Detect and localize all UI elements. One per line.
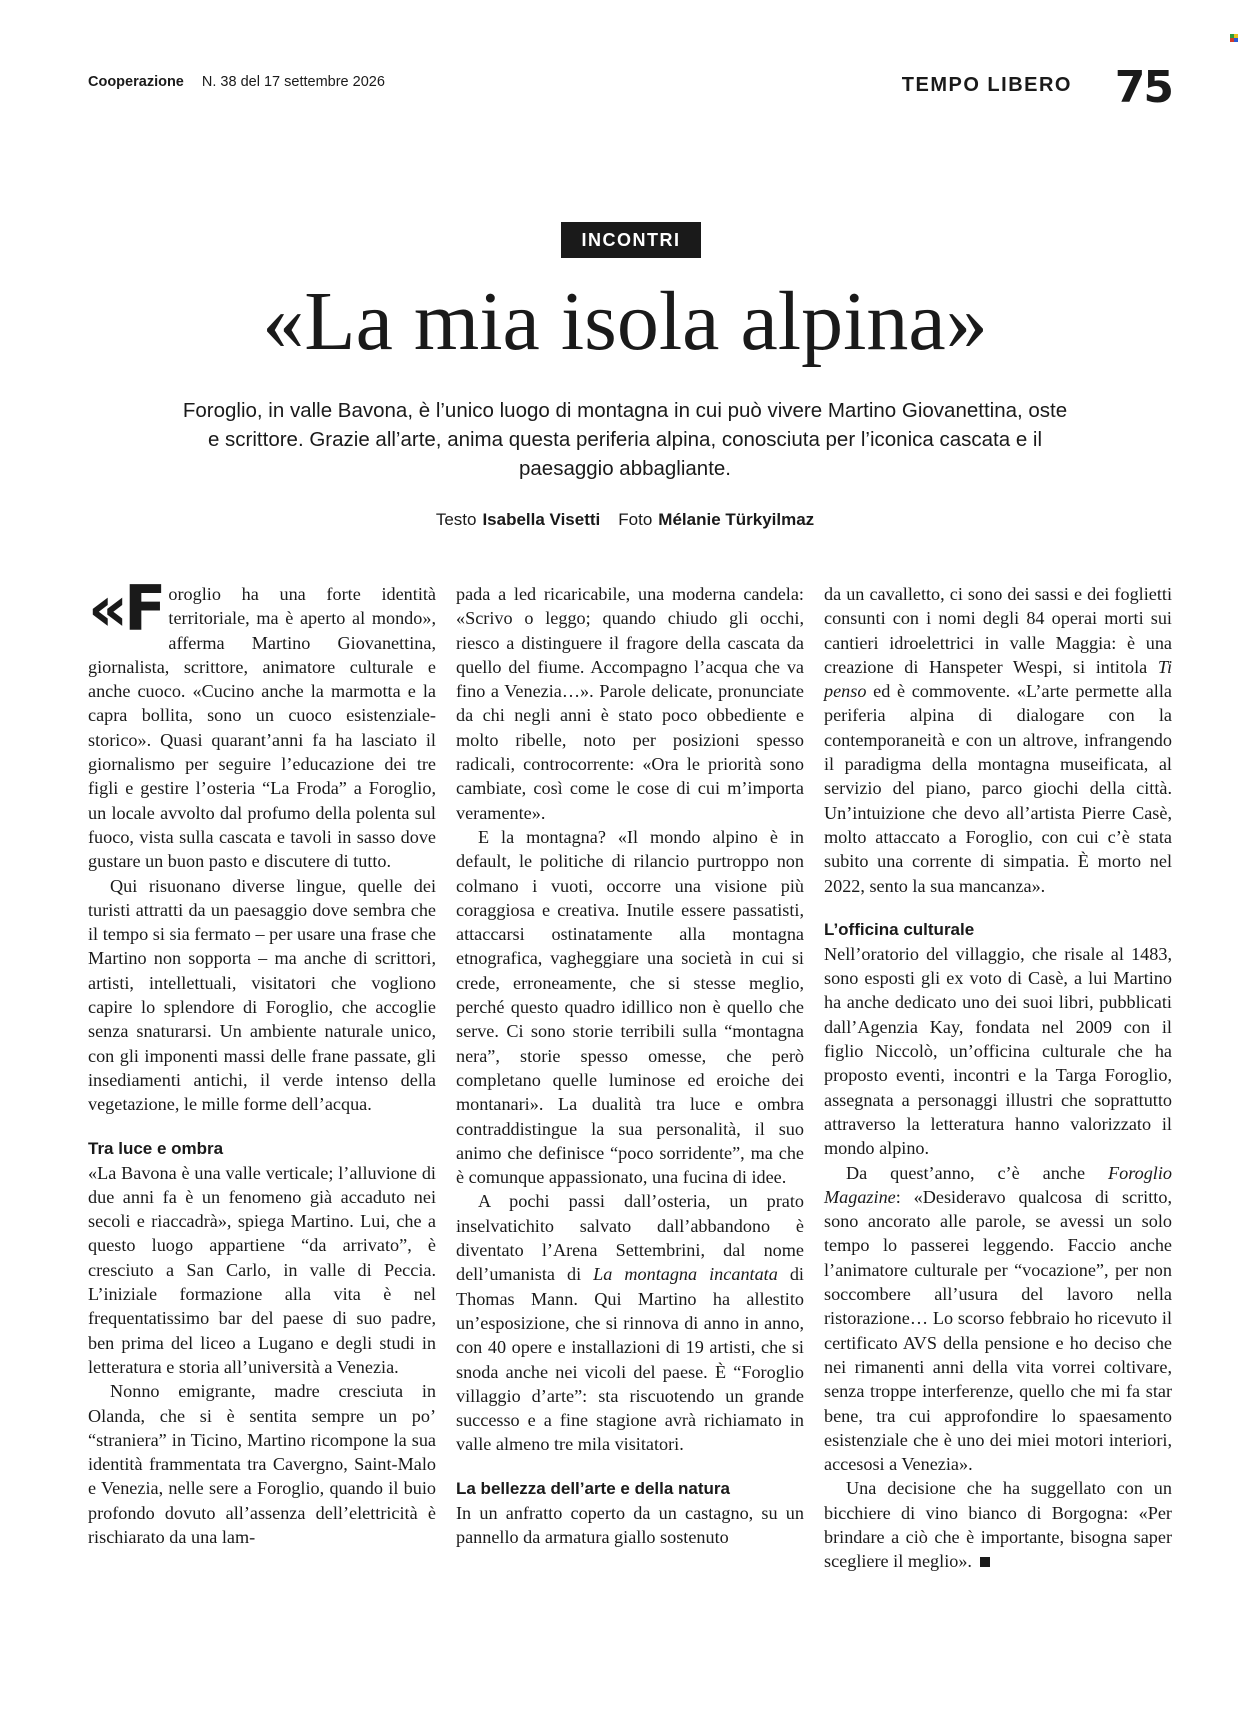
- paragraph: Nell’oratorio del villaggio, che risale al 1483, sono esposti gli ex voto di Casè, a lui Martino ha anche dedicato uno dei suoi libri, pubblicati dall’Agenzia Kay, fondata nel 2009 con il figlio Niccolò, un’officina culturale che ha proposto eventi, incontri e la Targa Foroglio, assegnata a personaggi illustri che soprattutto attraverso la letteratura hanno valorizzato il mondo alpino.: [824, 943, 1172, 1159]
- paragraph: pada a led ricaricabile, una moderna candela: «Scrivo o leggo; quando chiudo gli occhi, riesco a distinguere il fragore della cascata da quello del fiume. Accompagno l’acqua che va fino a Venezia…». Parole delicate, pronunciate da chi negli anni è stato poco obbediente e molto ribelle, noto per posizioni spesso radicali, controcorrente: «Ora le priorità sono cambiate, così come le cose di cui m’importa veramente».: [456, 584, 804, 823]
- book-title: La montagna incantata: [593, 1264, 778, 1285]
- text-credit-label: Testo: [435, 510, 477, 529]
- paragraph: [456, 1189, 804, 1456]
- photo-author: Mélanie Türkyilmaz: [658, 510, 815, 529]
- drop-cap: «F: [88, 572, 163, 645]
- headline: «La mia isola alpina»: [262, 275, 988, 368]
- paragraph-text: : «Desideravo qualcosa di scritto, sono ancorato alle parole, se avessi un solo tempo lo passerei leggendo. Faccio anche l’animatore culturale per “vocazione”, per non soccombere all’usura del lavoro nella ristorazione… Lo scorso febbraio ho ricevuto il certificato AVS della pensione e ho deciso che nei rimanenti anni della vita vorrei coltivare, senza troppe interferenze, quello che mi fa star bene, tra cui approfondire lo spaesamento esistenziale che è uno dei miei motori interiori, accesosi a Venezia».: [824, 1186, 1172, 1475]
- byline: [0, 510, 1250, 530]
- paragraph-text: da un cavalletto, ci sono dei sassi e dei foglietti consunti con i nomi degli 84 operai morti sui cantieri idroelettrici in valle Maggia: è una creazione di Hanspeter Wespi, si intitola: [824, 584, 1172, 677]
- paragraph: Qui risuonano diverse lingue, quelle dei turisti attratti da un paesaggio dove sembra che il tempo si sia fermato – per usare una frase che Martino non sopporta – ma anche di scrittori, artisti, intellettuali, visitatori che vogliono capire lo splendore di Foroglio, che accoglie senza snaturarsi. Un ambiente naturale unico, con gli imponenti massi delle frane passate, gli insediamenti antichi, il verde intenso della vegetazione, le mille forme dell’acqua.: [88, 875, 436, 1115]
- subhead-officina-culturale: L’officina culturale: [824, 919, 975, 939]
- rubric-badge: INCONTRI: [561, 222, 701, 258]
- print-registration-icon: [1230, 34, 1238, 42]
- page-number: 75: [1114, 62, 1172, 113]
- article-column-1: [88, 572, 436, 1549]
- paragraph: [824, 1476, 1172, 1573]
- magazine-title: Foroglio Magazine: [824, 1162, 1172, 1207]
- paragraph: E la montagna? «Il mondo alpino è in default, le politiche di rilancio purtroppo non colmano i vuoti, occorre una visione più coraggiosa e creativa. Inutile essere passatisti, attaccarsi ostinatamente alla montagna etnografica, vagheggiare una società in cui si crede, erroneamente, che si stesse meglio, perché questo quadro idillico non è quello che serve. Ci sono storie terribili sulla “montagna nera”, storie spesso omesse, che però completano quelle luminose ed eroiche dei montanari». La dualità tra luce e ombra contraddistingue la sua personalità, il suo animo che definisce “poco sorridente”, ma che è comunque appassionato, una fucina di idee.: [456, 826, 804, 1188]
- photo-credit-label: Foto: [618, 510, 653, 529]
- paragraph-text: ed è commovente. «L’arte permette alla periferia alpina di dialogare con la contemporaneità e con un altrove, infrangendo il paradigma della montagna museificata, al servizio del piano, parco giochi della città. Un’intuizione che devo all’artista Pierre Casè, molto attaccato a Foroglio, con cui c’è stata subito una corrente di simpatia. È morto nel 2022, sento la sua mancanza».: [824, 681, 1172, 896]
- text-author: Isabella Visetti: [482, 510, 601, 529]
- section-label: TEMPO LIBERO: [901, 74, 1072, 96]
- article-column-2: [456, 582, 804, 1549]
- paragraph-text: Da quest’anno, c’è anche: [846, 1162, 1108, 1183]
- standfirst: Foroglio, in valle Bavona, è l’unico luogo di montagna in cui può vivere Martino Giovanettina, oste e scrittore. Grazie all’arte, anima questa periferia alpina, conosciuta per l’iconica cascata e il paesaggio abbagliante.: [182, 399, 1068, 480]
- masthead: [88, 62, 1172, 120]
- paragraph: [824, 1161, 1172, 1477]
- paragraph-text: Una decisione che ha suggellato con un bicchiere di vino bianco di Borgogna: «Per brindare a ciò che è importante, bisogna saper scegliere il meglio».: [824, 1478, 1172, 1572]
- paragraph: «La Bavona è una valle verticale; l’alluvione di due anni fa è un fenomeno già accaduto nei secoli e riaccadrà», spiega Martino. Lui, che a questo luogo appartiene “da arrivato”, è cresciuto a San Carlo, in valle di Peccia. L’iniziale formazione alla vita è nel frequentatissimo bar del paese di suo padre, ben prima del liceo a Lugano e degli studi in letteratura e storia all’università a Venezia.: [88, 1162, 436, 1377]
- issue-date: N. 38 del 17 settembre 2026: [201, 74, 385, 90]
- paragraph-text: oroglio ha una forte identità territoriale, ma è aperto al mondo», afferma Martino Giovanettina, giornalista, scrittore, animatore culturale e anche cuoco. «Cucino anche la marmotta e la capra bollita, sono un cuoco esistenziale-storico». Quasi quarant’anni fa ha lasciato il giornalismo per seguire l’educazione dei tre figli e gestire l’osteria “La Froda” a Foroglio, un locale avvolto dal profumo della polenta sul fuoco, vista sulla cascata e tavoli in sasso dove gustare un buon pasto e discutere di tutto.: [88, 584, 436, 872]
- subhead-tra-luce-e-ombra: Tra luce e ombra: [88, 1138, 224, 1158]
- end-of-article-icon: [980, 1557, 990, 1567]
- paragraph-text: di Thomas Mann. Qui Martino ha allestito un’esposizione, che si rinnova di anno in anno, con 40 opere e installazioni di 19 artisti, che si snoda anche nei vicoli del paese. È “Foroglio villaggio d’arte”: sta riscuotendo un grande successo e a fine stagione avrà richiamato in valle almeno tre mila visitatori.: [456, 1264, 804, 1455]
- artwork-title: Ti penso: [824, 656, 1172, 702]
- article-column-3: [824, 582, 1172, 1574]
- subhead-bellezza-arte-natura: La bellezza dell’arte e della natura: [456, 1478, 730, 1498]
- publication-info: [88, 74, 385, 90]
- paragraph: [88, 572, 436, 874]
- paragraph: Nonno emigrante, madre cresciuta in Olanda, che si è sentita sempre un po’ “straniera” in Ticino, Martino ricompone la sua identità frammentata tra Cavergno, Saint-Malo e Venezia, nelle sere a Foroglio, quando il buio profondo dovuto all’assenza dell’elettricità è rischiarato da una lam-: [88, 1381, 436, 1547]
- publication-name: Cooperazione: [88, 74, 184, 90]
- paragraph: In un anfratto coperto da un castagno, su un pannello da armatura giallo sostenuto: [456, 1502, 804, 1547]
- paragraph: [824, 582, 1172, 898]
- paragraph-text: A pochi passi dall’osteria, un prato inselvatichito salvato dall’abbandono è diventato l’Arena Settembrini, dal nome dell’umanista di: [456, 1191, 804, 1285]
